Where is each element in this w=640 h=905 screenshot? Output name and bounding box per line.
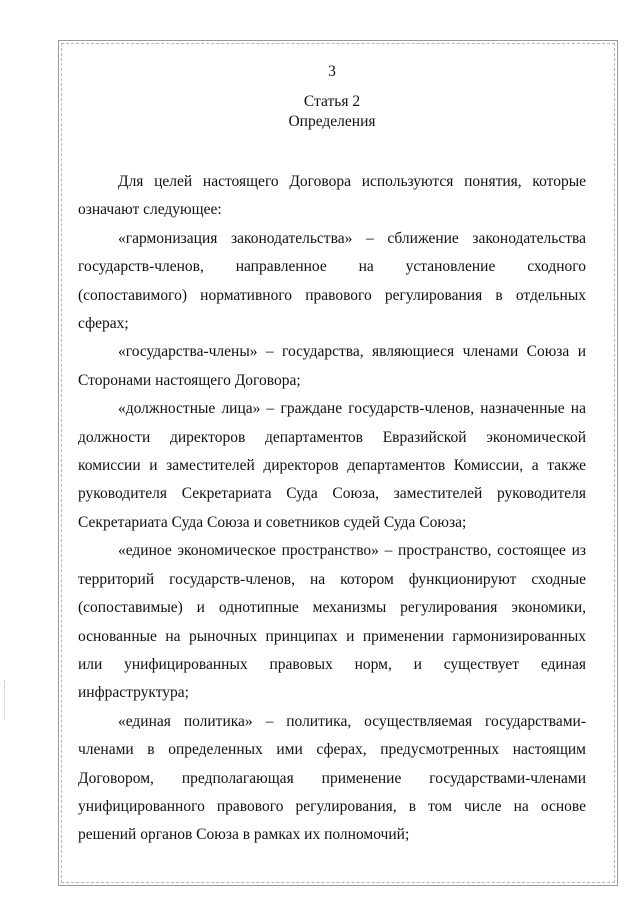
- paragraph-definition-harmonization: «гармонизация законодательства» – сближение законодательства государств-членов, направленное на установление сходного (сопоставимого) нормативного правового регулирования в отдельных сферах;: [78, 229, 586, 333]
- paragraph-definition-common-policy: «единая политика» – политика, осуществляемая государствами-членами в определенных ими сферах, предусмотренных настоящим Договором, предполагающая применение государствами-членами унифицированного правового регулирования, в том числе на основе решений органов Союза в рамках их полномочий;: [78, 712, 586, 844]
- page-number: 3: [328, 63, 336, 80]
- paragraph-definition-economic-space: «единое экономическое пространство» – пространство, состоящее из территорий государств-членов, на котором функционируют сходные (сопоставимые) и однотипные механизмы регулирования экономики, основанные на рыночных принципах и применении гармонизированных или унифицированных правовых норм, и существует единая инфраструктура;: [78, 542, 586, 702]
- paragraph-intro: Для целей настоящего Договора используются понятия, которые означают следующее:: [78, 173, 586, 219]
- article-number: Статья 2: [303, 93, 361, 110]
- scan-margin-mark: [4, 680, 7, 720]
- heading-spacing: [78, 132, 586, 168]
- article-title: Определения: [288, 113, 376, 130]
- paragraph-definition-member-states: «государства-члены» – государства, являющиеся членами Союза и Сторонами настоящего Договора;: [78, 343, 586, 389]
- paragraph-definition-officials: «должностные лица» – граждане государств-членов, назначенные на должности директоров департаментов Евразийской экономической комиссии и заместителей директоров департаментов Комиссии, а также руководителя Секретариата Суда Союза, заместителей руководителя Секретариата Суда Союза и советников судей Суда Союза;: [78, 400, 586, 531]
- document-body: [78, 58, 586, 850]
